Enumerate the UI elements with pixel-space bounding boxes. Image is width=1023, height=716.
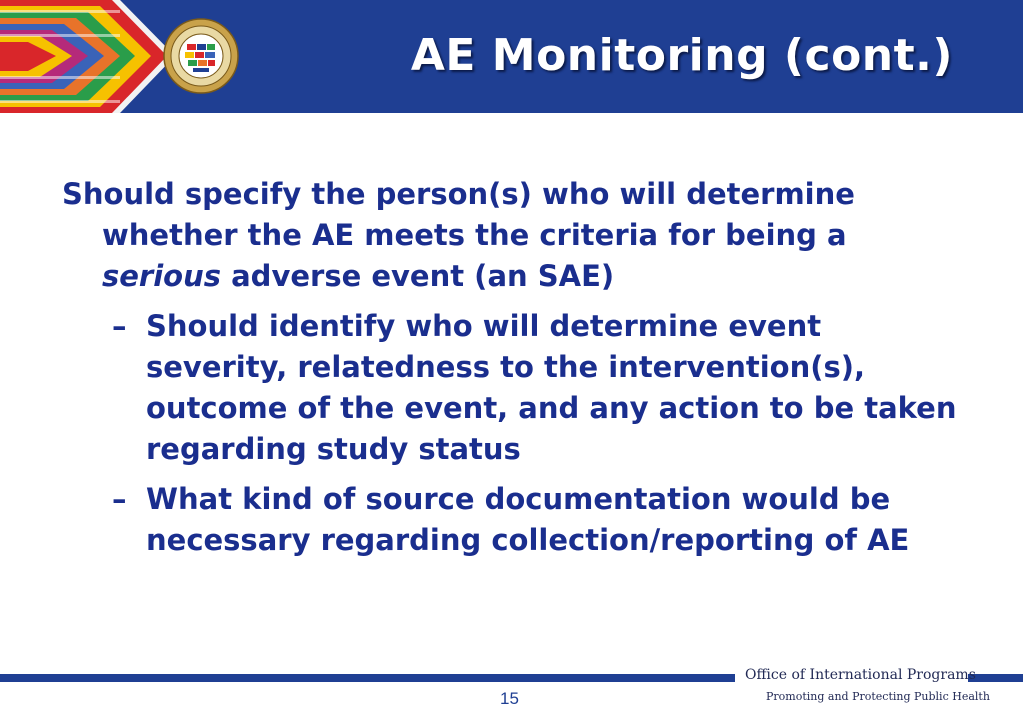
dash-icon: – [112,482,127,516]
bullet-text: Should specify the person(s) who will determine whether the AE meets the criteria for being a [62,177,855,252]
bullet-text: adverse event (an SAE) [221,259,615,293]
subbullet-item [62,479,962,561]
footer-tagline: Promoting and Protecting Public Health [766,690,990,703]
subbullet-item [62,306,962,470]
header-banner [0,0,1023,113]
subbullet-text: What kind of source documentation would be necessary regarding collection/reporting of AE [146,482,910,557]
dash-icon: – [112,309,127,343]
fda-international-seal-icon [163,18,239,94]
slide-title: AE Monitoring (cont.) [410,30,953,81]
footer-rule [0,674,735,682]
bullet-level1 [62,174,962,297]
slide-content [62,174,962,561]
page-number: 15 [500,689,519,708]
subbullet-text: Should identify who will determine event severity, relatedness to the intervention(s), outcome of the event, and any action to be taken regarding study status [146,309,957,466]
footer-rule [968,674,1023,682]
footer-office-name: Office of International Programs [745,667,976,683]
bullet-emphasis: serious [102,259,222,293]
